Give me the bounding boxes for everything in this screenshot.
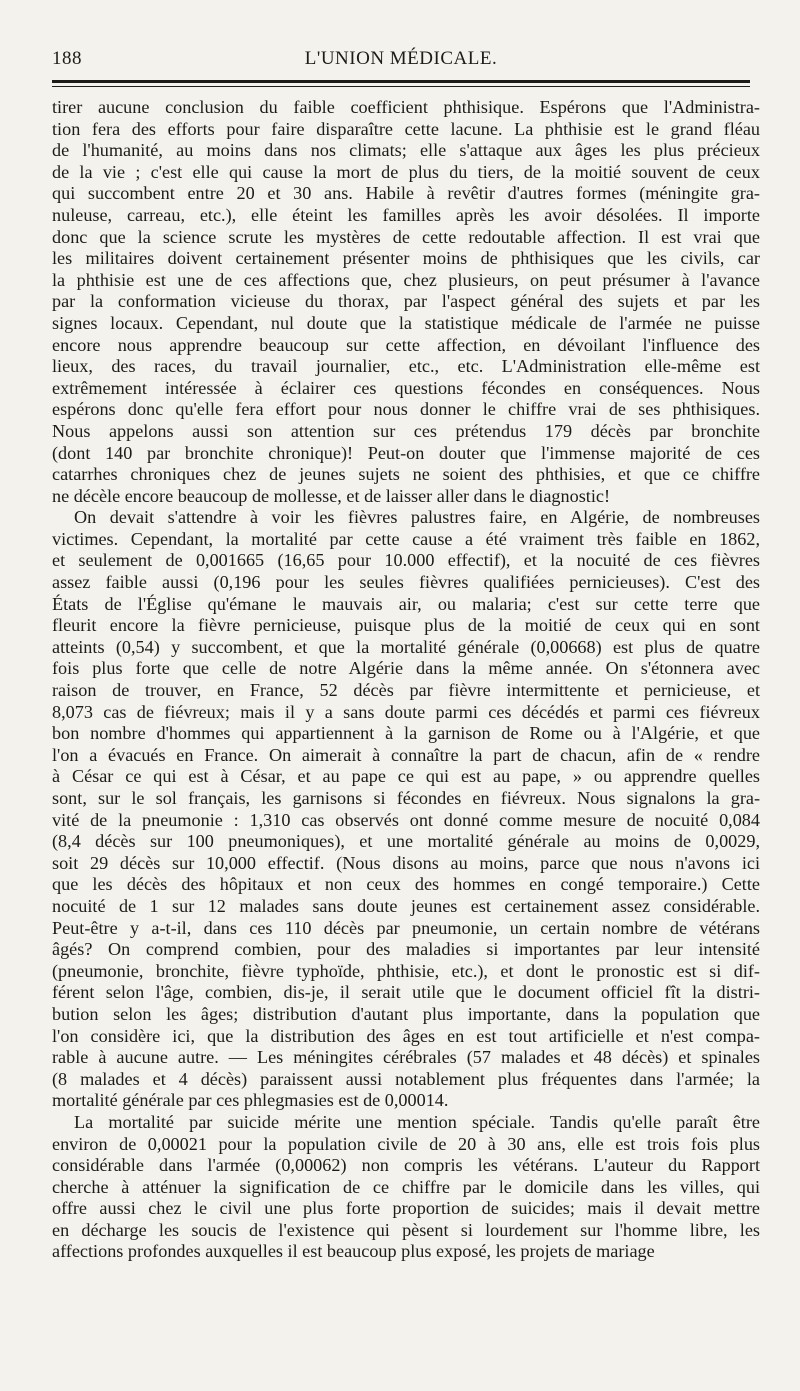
text-line: extrêmement intéressée à éclairer ces questions fécondes en conséquences. Nous <box>52 377 760 398</box>
text-line: assez faible aussi (0,196 pour les seules fièvres qualifiées pernicieuses). C'est des <box>52 572 760 593</box>
text-line: lieux, des races, du travail journalier, etc., etc. L'Administration elle-même est <box>52 356 760 377</box>
text-line: ne décèle encore beaucoup de mollesse, et de laisser aller dans le diagnostic! <box>52 485 611 506</box>
text-line: La mortalité par suicide mérite une mention spéciale. Tandis qu'elle paraît être <box>74 1111 760 1132</box>
text-line: bution selon les âges; distribution d'autant plus importante, dans la population que <box>52 1003 760 1024</box>
text-line: tion fera des efforts pour faire disparaître cette lacune. La phthisie est le grand fléau <box>52 118 760 139</box>
text-line: On devait s'attendre à voir les fièvres palustres faire, en Algérie, de nombreuses <box>74 507 760 528</box>
text-line: Peut-être y a-t-il, dans ces 110 décès par pneumonie, un certain nombre de vétérans <box>52 917 760 938</box>
text-line: Nous appelons aussi son attention sur ces prétendus 179 décès par bronchite <box>52 420 760 441</box>
text-line: l'on a évacués en France. On aimerait à connaître la part de chacun, afin de « rendre <box>52 744 760 765</box>
text-line: de la vie ; c'est elle qui cause la mort de plus du tiers, de la moitié souvent de ceux <box>52 161 760 182</box>
text-line: offre aussi chez le civil une plus forte proportion de suicides; mais il devait mettre <box>52 1198 760 1219</box>
text-line: encore nous apprendre beaucoup sur cette affection, en dévoilant l'influence des <box>52 334 760 355</box>
text-line: nuleuse, carreau, etc.), elle éteint les familles après les avoir désolées. Il importe <box>52 204 760 225</box>
text-line: les militaires doivent certainement présenter moins de phthisiques que les civils, car <box>52 248 760 269</box>
text-line: 8,073 cas de fiévreux; mais il y a sans doute parmi ces décédés et parmi ces fiévreux <box>52 701 760 722</box>
text-line: par la conformation vicieuse du thorax, par l'aspect général des sujets et par les <box>52 291 760 312</box>
text-line: bon nombre d'hommes qui appartiennent à la garnison de Rome ou à l'Algérie, et que <box>52 723 760 744</box>
text-line: vité de la pneumonie : 1,310 cas observés ont donné comme mesure de nocuité 0,084 <box>52 809 760 830</box>
text-line: férent selon l'âge, combien, dis-je, il serait utile que le document officiel fît la distri- <box>52 982 760 1003</box>
text-line: l'on considère ici, que la distribution des âges en est tout artificielle et n'est compa- <box>52 1025 760 1046</box>
text-line: qui succombent entre 20 et 30 ans. Habile à revêtir d'autres formes (méningite gra- <box>52 183 760 204</box>
text-line: soit 29 décès sur 10,000 effectif. (Nous disons au moins, parce que nous n'avons ici <box>52 852 760 873</box>
text-line: mortalité générale par ces phlegmasies est de 0,00014. <box>52 1090 449 1111</box>
text-line: environ de 0,00021 pour la population civile de 20 à 30 ans, elle est trois fois plus <box>52 1133 760 1154</box>
text-line: fleurit encore la fièvre pernicieuse, puisque plus de la moitié de ceux qui en sont <box>52 615 760 636</box>
text-line: fois plus forte que celle de notre Algérie dans la même année. On s'étonnera avec <box>52 658 760 679</box>
page-header <box>52 44 750 74</box>
text-line: cherche à atténuer la signification de ce chiffre par le domicile dans les villes, qui <box>52 1176 760 1197</box>
text-line: catarrhes chroniques chez de jeunes sujets ne soient des phthisies, et que ce chiffre <box>52 464 760 485</box>
text-line: âgés? On comprend combien, pour des maladies si importantes par leur intensité <box>52 939 760 960</box>
text-line: en décharge les soucis de l'existence qui pèsent si lourdement sur l'homme libre, les <box>52 1219 760 1240</box>
text-line: victimes. Cependant, la mortalité par cette cause a été vraiment très faible en 1862, <box>52 528 760 549</box>
text-line: donc que la science scrute les mystères de cette redoutable affection. Il est vrai que <box>52 226 760 247</box>
text-line: (8,4 décès sur 100 pneumoniques), et une mortalité générale au moins de 0,0029, <box>52 831 760 852</box>
text-line: et seulement de 0,001665 (16,65 pour 10.000 effectif), et la nocuité de ces fièvres <box>52 550 760 571</box>
text-line: la phthisie est une de ces affections que, chez plusieurs, on peut présumer à l'avance <box>52 269 760 290</box>
text-line: affections profondes auxquelles il est beaucoup plus exposé, les projets de mariage <box>52 1241 655 1262</box>
paragraph <box>52 507 760 1112</box>
text-line: à César ce qui est à César, et au pape ce qui est au pape, » ou apprendre quelles <box>52 766 760 787</box>
paragraph <box>52 97 760 507</box>
page-number: 188 <box>52 48 82 69</box>
text-line: que les décès des hôpitaux et non ceux des hommes en congé temporaire.) Cette <box>52 874 760 895</box>
text-line: nocuité de 1 sur 12 malades sans doute jeunes est certainement assez considérable. <box>52 895 760 916</box>
header-rule-thin <box>52 86 750 87</box>
text-line: (8 malades et 4 décès) paraissent aussi notablement plus fréquentes dans l'armée; la <box>52 1068 760 1089</box>
text-line: (pneumonie, bronchite, fièvre typhoïde, phthisie, etc.), et dont le pronostic est si dif- <box>52 960 760 981</box>
text-line: espérons donc qu'elle fera effort pour nous donner le chiffre vrai de ses phthisiques. <box>52 399 760 420</box>
journal-title: L'UNION MÉDICALE. <box>304 48 498 69</box>
paragraph <box>52 1112 760 1263</box>
text-line: signes locaux. Cependant, nul doute que la statistique médicale de l'armée ne puisse <box>52 312 760 333</box>
text-line: (dont 140 par bronchite chronique)! Peut-on douter que l'immense majorité de ces <box>52 442 760 463</box>
text-line: considérable dans l'armée (0,00062) non compris les vétérans. L'auteur du Rapport <box>52 1155 760 1176</box>
text-line: États de l'Église qu'émane le mauvais air, ou malaria; c'est sur cette terre que <box>52 593 760 614</box>
article-body <box>52 97 760 1263</box>
text-line: tirer aucune conclusion du faible coefficient phthisique. Espérons que l'Administra- <box>52 97 760 117</box>
text-line: sont, sur le sol français, les garnisons si fécondes en fiévreux. Nous signalons la gra- <box>52 788 760 808</box>
header-rule <box>52 80 750 83</box>
text-line: raison de trouver, en France, 52 décès par fièvre intermittente et pernicieuse, et <box>52 680 760 701</box>
text-line: de l'humanité, au moins dans nos climats; elle s'attaque aux âges les plus précieux <box>52 140 760 161</box>
text-line: atteints (0,54) y succombent, et que la mortalité générale (0,00668) est plus de quatre <box>52 636 760 657</box>
text-line: rable à aucune autre. — Les méningites cérébrales (57 malades et 48 décès) et spinales <box>52 1047 760 1068</box>
